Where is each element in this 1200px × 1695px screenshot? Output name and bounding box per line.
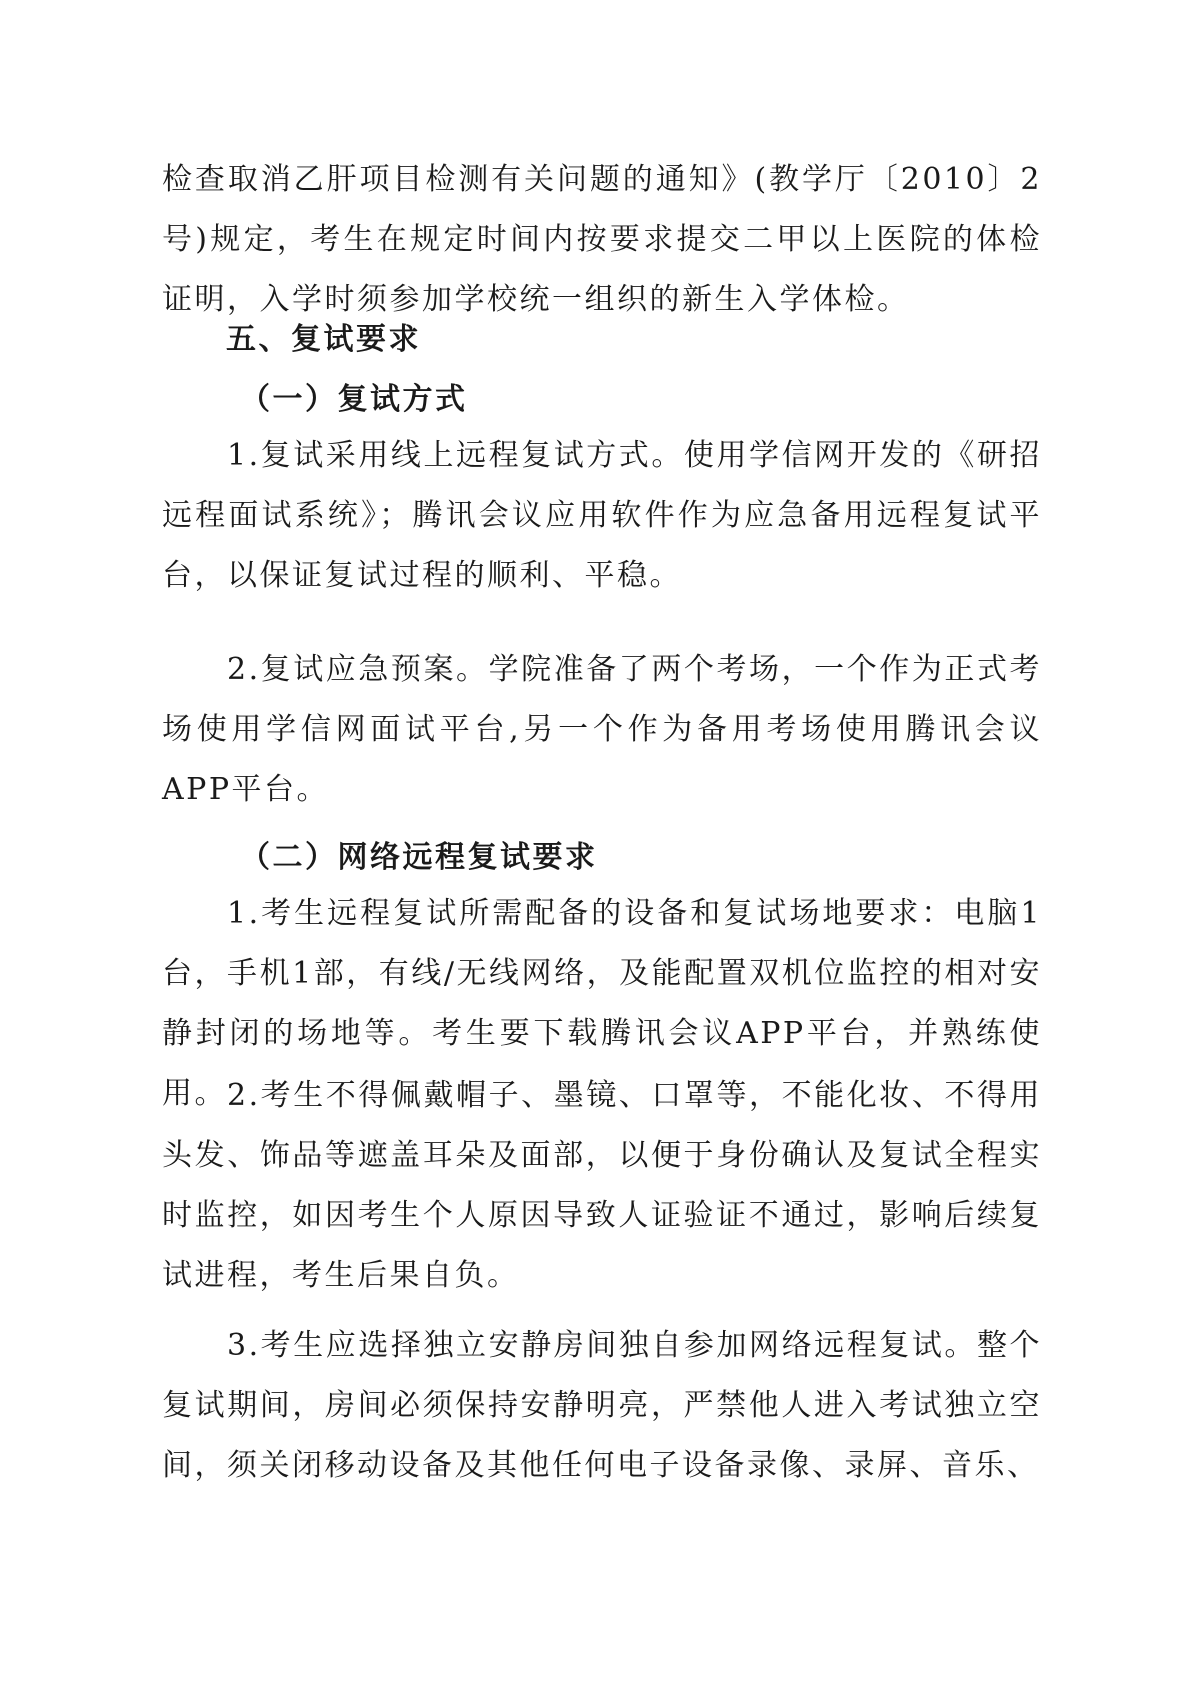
paragraph-equipment-requirements: 1.考生远程复试所需配备的设备和复试场地要求：电脑1台，手机1部，有线/无线网络，及能配置双机位监控的相对安静封闭的场地等。考生要下载腾讯会议APP平台，并熟练使用。	[162, 896, 1042, 1111]
paragraph-appearance-requirements: 2.考生不得佩戴帽子、墨镜、口罩等，不能化妆、不得用头发、饰品等遮盖耳朵及面部，以便于身份确认及复试全程实时监控，如因考生个人原因导致人证验证不通过，影响后续复试进程，考生后果自负。	[162, 1078, 1042, 1293]
paragraph-physical-exam-continued: 检查取消乙肝项目检测有关问题的通知》(教学厅〔2010〕2号)规定，考生在规定时间内按要求提交二甲以上医院的体检证明，入学时须参加学校统一组织的新生入学体检。	[162, 162, 1042, 317]
section-heading-interview-requirements: 五、复试要求	[226, 322, 421, 357]
paragraph-room-requirements: 3.考生应选择独立安静房间独自参加网络远程复试。整个复试期间，房间必须保持安静明亮，严禁他人进入考试独立空间，须关闭移动设备及其他任何电子设备录像、录屏、音乐、	[162, 1328, 1042, 1483]
subsection-heading-interview-method: （一）复试方式	[240, 382, 468, 417]
paragraph-online-interview-method: 1.复试采用线上远程复试方式。使用学信网开发的《研招远程面试系统》；腾讯会议应用软件作为应急备用远程复试平台，以保证复试过程的顺利、平稳。	[162, 438, 1042, 593]
paragraph-emergency-plan: 2.复试应急预案。学院准备了两个考场，一个作为正式考场使用学信网面试平台,另一个作为备用考场使用腾讯会议APP平台。	[162, 652, 1042, 807]
subsection-heading-remote-interview-requirements: （二）网络远程复试要求	[240, 840, 598, 875]
